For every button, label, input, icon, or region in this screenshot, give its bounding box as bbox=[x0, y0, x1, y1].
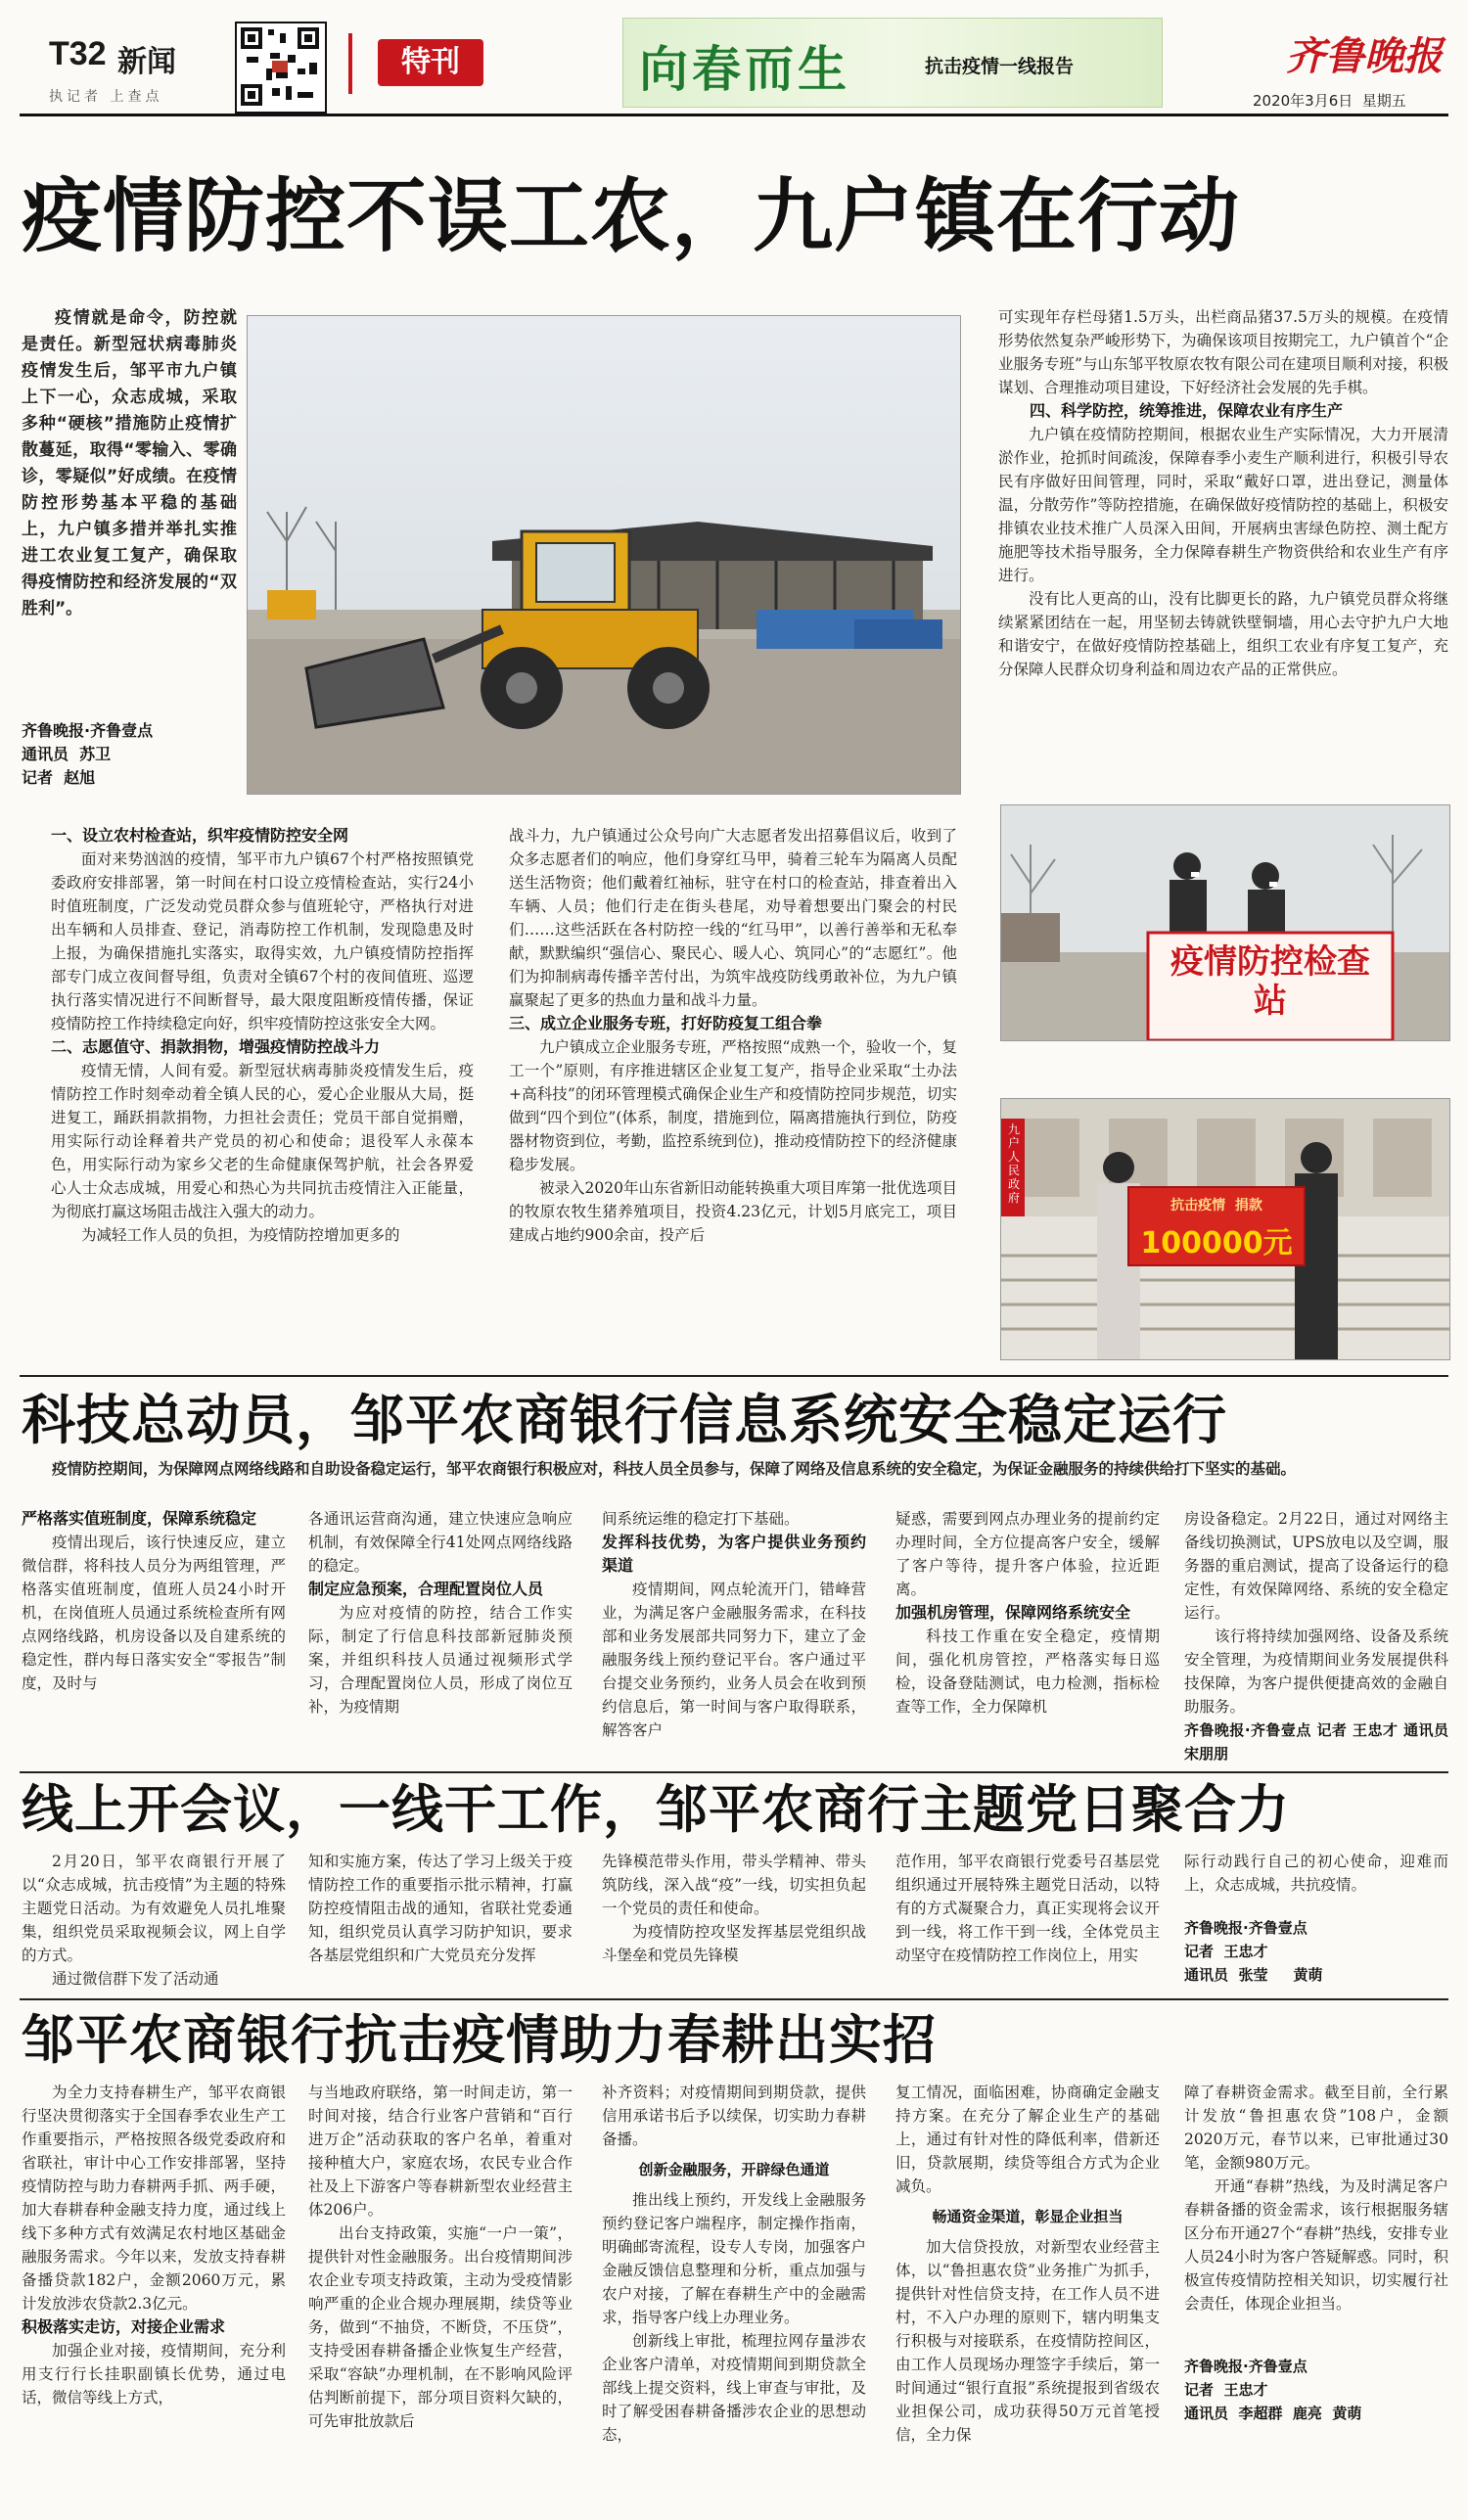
paragraph: 知和实施方案，传达了学习上级关于疫情防控工作的重要指示批示精神，打赢防控疫情阻击战的通知，省联社党委通知，组织党员认真学习防护知识，要求各基层党组织和广大党员充分发挥 bbox=[308, 1853, 573, 1964]
story3-byline bbox=[1184, 1916, 1448, 1987]
paragraph: 被录入2020年山东省新旧动能转换重大项目库第一批优选项目的牧原农牧生猪养殖项目，投资4.23亿元，计划5月底完工，项目建成占地约900余亩，投产后 bbox=[509, 1179, 957, 1244]
banner-subtitle: 抗击疫情一线报告 bbox=[925, 56, 1075, 77]
section-name: 新闻 bbox=[117, 45, 176, 79]
section-heading: 四、科学防控，统筹推进，保障农业有序生产 bbox=[1030, 401, 1344, 420]
byline-line: 齐鲁晚报·齐鲁壹点 bbox=[22, 721, 154, 740]
story4-col3 bbox=[602, 2081, 866, 2447]
story1-col3 bbox=[998, 305, 1448, 681]
paragraph: 没有比人更高的山，没有比脚更长的路，九户镇党员群众将继续紧紧团结在一起，用坚韧去铸就铁壁铜墙，用心去守护九户大地和谐安宁，在做好疫情防控基础上，组织工农业有序复工复产，充分保障人民群众切身利益和周边农产品的正常供应。 bbox=[998, 590, 1448, 678]
special-label: 特刊 bbox=[378, 39, 483, 86]
government-sign: 九户人民政府 bbox=[1007, 1123, 1020, 1205]
byline-line: 通讯员 李超群 鹿亮 黄萌 bbox=[1184, 2405, 1362, 2422]
banner-title: 向春而生 bbox=[639, 40, 850, 98]
paragraph: 疑惑，需要到网点办理业务的提前约定办理时间，全方位提高客户安全，缓解了客户等待，提升客户体验，拉近距离。 bbox=[895, 1510, 1160, 1598]
paragraph: 间系统运维的稳定打下基础。 bbox=[602, 1510, 800, 1528]
section-heading: 发挥科技优势，为客户提供业务预约渠道 bbox=[602, 1533, 866, 1575]
section-rule bbox=[20, 1375, 1448, 1377]
section-heading: 严格落实值班制度，保障系统稳定 bbox=[22, 1509, 257, 1528]
paragraph: 疫情出现后，该行快速反应，建立微信群，将科技人员分为两组管理，严格落实值班制度，值班人员24小时开机，在岗值班人员通过系统检查所有网点网络线路，机房设备以及自建系统的稳定性，群内每日落实安全“零报告”制度，及时与 bbox=[22, 1534, 286, 1692]
section-heading: 加强机房管理，保障网络系统安全 bbox=[895, 1603, 1131, 1622]
story3-col2 bbox=[308, 1850, 573, 1967]
section-heading: 积极落实走访，对接企业需求 bbox=[22, 2317, 226, 2336]
story4-byline bbox=[1184, 2355, 1448, 2425]
story4-col2 bbox=[308, 2081, 573, 2433]
paragraph: 加强企业对接，疫情期间，充分利用支行行长挂职副镇长优势，通过电话，微信等线上方式， bbox=[22, 2342, 286, 2406]
story2-col5 bbox=[1184, 1507, 1448, 1765]
paragraph: 为减轻工作人员的负担，为疫情防控增加更多的 bbox=[81, 1226, 400, 1244]
donation-board-title: 抗击疫情 捐款 bbox=[1170, 1198, 1262, 1214]
paragraph: 创新线上审批，梳理拉网存量涉农企业客户清单，对疫情期间到期贷款全部线上提交资料，线上审查与审批，及时了解受困春耕备播涉农企业的思想动态， bbox=[602, 2332, 866, 2444]
story1-col1 bbox=[51, 824, 474, 1247]
story2-col2 bbox=[308, 1507, 573, 1718]
issue-date: 2020年3月6日 星期五 bbox=[1253, 92, 1406, 110]
paper-logo: 齐鲁晚报 bbox=[1286, 33, 1443, 79]
paragraph: 疫情无情，人间有爱。新型冠状病毒肺炎疫情发生后，疫情防控工作时刻牵动着全镇人民的心，爱心企业服从大局，挺进复工，踊跃捐款捐物，力担社会责任；党员干部自觉捐赠，用实际行动诠释着共产党员的初心和使命；退役军人永葆本色，用实际行动为家乡父老的生命健康保驾护航，社会各界爱心人士众志成城，用爱心和热心为共同抗击疫情注入正能量，为彻底打赢这场阻击战注入强大的动力。 bbox=[51, 1062, 474, 1220]
paragraph: 战斗力，九户镇通过公众号向广大志愿者发出招募倡议后，收到了众多志愿者们的响应，他们身穿红马甲，骑着三轮车为隔离人员配送生活物资；他们戴着红袖标，驻守在村口的检查站，排查着出入车辆、人员；他们行走在街头巷尾，劝导着想要出门聚会的村民们……这些活跃在各村防控一线的“红马甲”，以善行善举和无私奉献，默默编织“强信心、聚民心、暖人心、筑同心”的“志愿红”。他们为抑制病毒传播辛苦付出，为筑牢战疫防线勇敢补位，为九户镇赢聚起了更多的热血力量和战斗力量。 bbox=[509, 827, 957, 1009]
paragraph: 可实现年存栏母猪1.5万头，出栏商品猪37.5万头的规模。在疫情形势依然复杂严峻形势下，为确保该项目按期完工，九户镇首个“企业服务专班”与山东邹平牧原农牧有限公司在建项目顺利对接，积极谋划、合理推动项目建设，下好经济社会发展的先手棋。 bbox=[998, 308, 1448, 396]
story4-headline: 邹平农商银行抗击疫情助力春耕出实招 bbox=[22, 2009, 937, 2071]
paragraph: 开通“春耕”热线，为及时满足客户春耕备播的资金需求，该行根据服务辖区分布开通27个“春耕”热线，安排专业人员24小时为客户答疑解惑。同时，积极宣传疫情防控相关知识，切实履行社会责任，体现企业担当。 bbox=[1184, 2177, 1448, 2313]
paragraph: 科技工作重在安全稳定，疫情期间，强化机房管控，严格落实每日巡检，设备登陆测试，电力检测，指标检查等工作，全力保障机 bbox=[895, 1627, 1160, 1716]
section-heading: 创新金融服务，开辟绿色通道 bbox=[638, 2161, 830, 2178]
byline-line: 齐鲁晚报·齐鲁壹点 bbox=[1184, 2358, 1307, 2375]
story1-col2 bbox=[509, 824, 957, 1247]
story2-headline: 科技总动员，邹平农商银行信息系统安全稳定运行 bbox=[22, 1389, 1228, 1451]
paragraph: 各通讯运营商沟通，建立快速应急响应机制，有效保障全行41处网点网络线路的稳定。 bbox=[308, 1510, 573, 1575]
paragraph: 2月20日，邹平农商银行开展了以“众志成城，抗击疫情”为主题的特殊主题党日活动。为有效避免人员扎堆聚集，组织党员采取视频会议，网上自学的方式。 bbox=[22, 1853, 286, 1964]
masthead-rule bbox=[20, 114, 1448, 116]
story2-col3 bbox=[602, 1507, 866, 1742]
section-heading: 制定应急预案，合理配置岗位人员 bbox=[308, 1580, 544, 1598]
story2-col4 bbox=[895, 1507, 1160, 1718]
byline-line: 记者 王忠才 bbox=[1184, 1943, 1268, 1960]
paragraph: 推出线上预约，开发线上金融服务预约登记客户端程序，制定操作指南，明确邮寄流程，设专人专岗，加强客户金融反馈信息整理和分析，重点加强与农户对接，了解在春耕生产中的金融需求，指导客户线上办理业务。 bbox=[602, 2191, 866, 2326]
story3-col4 bbox=[895, 1850, 1160, 1967]
story3-headline: 线上开会议，一线干工作，邹平农商行主题党日聚合力 bbox=[22, 1780, 1290, 1840]
paragraph: 际行动践行自己的初心使命，迎难而上，众志成城，共抗疫情。 bbox=[1184, 1853, 1448, 1894]
paragraph: 为应对疫情的防控，结合工作实际，制定了行信息科技部新冠肺炎预案，并组织科技人员通过视频形式学习，合理配置岗位人员，形成了岗位互补，为疫情期 bbox=[308, 1604, 573, 1716]
qr-code-icon bbox=[235, 22, 327, 114]
byline-line: 通讯员 苏卫 bbox=[22, 745, 112, 763]
checkpoint-photo bbox=[1000, 804, 1450, 1041]
paragraph: 房设备稳定。2月22日，通过对网络主备线切换测试，UPS放电以及空调，服务器的重启测试，提高了设备运行的稳定性，有效保障网络、系统的安全稳定运行。 bbox=[1184, 1510, 1448, 1622]
paragraph: 复工情况，面临困难，协商确定金融支持方案。在充分了解企业生产的基础上，通过有针对性的降低利率，借新还旧，贷款展期，续贷等组合方式为企业减负。 bbox=[895, 2084, 1160, 2195]
paragraph: 障了春耕资金需求。截至目前，全行累计发放“鲁担惠农贷”108户，金额2020万元，春节以来，已审批通过30笔，金额980万元。 bbox=[1184, 2084, 1448, 2172]
byline-line: 齐鲁晚报·齐鲁壹点 bbox=[1184, 1919, 1307, 1937]
story2-byline: 齐鲁晚报·齐鲁壹点 记者 王忠才 通讯员 宋朋朋 bbox=[1184, 1721, 1448, 1763]
paragraph: 该行将持续加强网络、设备及系统安全管理，为疫情期间业务发展提供科技保障，为客户提供便捷高效的金融自助服务。 bbox=[1184, 1627, 1448, 1716]
checkpoint-sign-text: 疫情防控检查站 bbox=[1170, 942, 1370, 1021]
story3-col5 bbox=[1184, 1850, 1448, 1987]
banner bbox=[622, 18, 1163, 108]
section-heading: 三、成立企业服务专班，打好防疫复工组合拳 bbox=[509, 1014, 823, 1032]
byline-line: 记者 赵旭 bbox=[22, 768, 96, 787]
paragraph: 先锋模范带头作用，带头学精神、带头筑防线，深入战“疫”一线，切实担负起一个党员的责任和使命。 bbox=[602, 1853, 866, 1917]
paragraph: 出台支持政策，实施“一户一策”，提供针对性金融服务。出台疫情期间涉农企业专项支持政策，主动为受疫情影响严重的企业合规办理展期，续贷等业务，做到“不抽贷，不断贷，不压贷”，支持受困春耕备播企业恢复生产经营，采取“容缺”办理机制，在不影响风险评估判断前提下，部分项目资料欠缺的，可先审批放款后 bbox=[308, 2224, 573, 2430]
story4-col4 bbox=[895, 2081, 1160, 2447]
story1-lead: 疫情就是命令，防控就是责任。新型冠状病毒肺炎疫情发生后，邹平市九户镇上下一心，众志成城，采取多种“硬核”措施防止疫情扩散蔓延，取得“零输入、零确诊，零疑似”好成绩。在疫情防控形势基本平稳的基础上，九户镇多措并举扎实推进工农业复工复产，确保取得疫情防控和经济发展的“双胜利”。 bbox=[22, 308, 237, 619]
story4-col1 bbox=[22, 2081, 286, 2409]
paragraph: 九户镇成立企业服务专班，严格按照“成熟一个，验收一个，复工一个”原则，有序推进辖区企业复工复产，指导企业采取“土办法+高科技”的闭环管理模式确保企业生产和疫情防控同步规范，切实做到“四个到位”(体系，制度，措施到位，隔离措施执行到位，防疫器材物资到位，考勤，监控系统到位)，推动疫情防控下的经济健康稳步发展。 bbox=[509, 1038, 957, 1173]
section-rule bbox=[20, 1998, 1448, 2000]
story1-headline: 疫情防控不误工农，九户镇在行动 bbox=[22, 170, 1241, 263]
story3-col3 bbox=[602, 1850, 866, 1967]
story2-lead: 疫情防控期间，为保障网点网络线路和自助设备稳定运行，邹平农商银行积极应对，科技人员全员参与，保障了网络及信息系统的安全稳定，为保证金融服务的持续供给打下坚实的基础。 bbox=[52, 1460, 1297, 1478]
donation-photo bbox=[1000, 1098, 1450, 1360]
byline-line: 通讯员 张莹 黄萌 bbox=[1184, 1966, 1323, 1984]
paragraph: 九户镇在疫情防控期间，根据农业生产实际情况，大力开展清淤作业，抢抓时间疏浚，保障春季小麦生产顺利进行，积极引导农民有序做好田间管理，同时，采取“戴好口罩，进出登记，测量体温，分散劳作”等防控措施，在确保做好疫情防控的基础上，积极安排镇农业技术推广人员深入田间，开展病虫害绿色防控、测土配方施肥等技术指导服务，全力保障春耕生产物资供给和农业生产有序进行。 bbox=[998, 426, 1448, 584]
loader-construction-photo bbox=[247, 315, 961, 795]
paragraph: 为疫情防控攻坚发挥基层党组织战斗堡垒和党员先锋模 bbox=[602, 1923, 866, 1964]
paragraph: 与当地政府联络，第一时间走访，第一时间对接，结合行业客户营销和“百行进万企”活动获取的客户名单，着重对接种植大户，家庭农场，农民专业合作社及上下游客户等春耕新型农业经营主体206户。 bbox=[308, 2084, 573, 2219]
story3-col1 bbox=[22, 1850, 286, 1991]
paragraph: 加大信贷投放，对新型农业经营主体，以“鲁担惠农贷”业务推广为抓手，提供针对性信贷支持，在工作人员不进村，不入户办理的原则下，辖内明集支行积极与对接联系，在疫情防控间区，由工作人员现场办理签字手续后，第一时间通过“银行直报”系统提报到省级农业担保公司，成功获得50万元首笔授信，全力保 bbox=[895, 2238, 1160, 2444]
story4-col5 bbox=[1184, 2081, 1448, 2425]
paragraph: 通过微信群下发了活动通 bbox=[52, 1970, 219, 1988]
section-rule bbox=[20, 1771, 1448, 1773]
byline-line: 记者 王忠才 bbox=[1184, 2381, 1268, 2399]
special-badge bbox=[348, 33, 509, 94]
page-number: T32 bbox=[49, 35, 107, 72]
masthead bbox=[0, 0, 1468, 117]
paragraph: 范作用，邹平农商银行党委号召基层党组织通过开展特殊主题党日活动，以特有的方式凝聚合力，真正实现将会议开到一线，将工作干到一线，全体党员主动坚守在疫情防控工作岗位上，用实 bbox=[895, 1853, 1160, 1964]
paragraph: 疫情期间，网点轮流开门，错峰营业，为满足客户金融服务需求，在科技部和业务发展部共同努力下，建立了金融服务线上预约登记平台。客户通过平台提交业务预约，业务人员会在收到预约信息后，第一时间与客户取得联系，解答客户 bbox=[602, 1581, 866, 1739]
story2-col1 bbox=[22, 1507, 286, 1695]
section-heading: 二、志愿值守、捐款捐物，增强疫情防控战斗力 bbox=[51, 1037, 381, 1056]
editor-line: 执记者 上查点 bbox=[49, 89, 163, 105]
paragraph: 为全力支持春耕生产，邹平农商银行坚决贯彻落实于全国春季农业生产工作重要指示，严格按照各级党委政府和省联社，审计中心工作安排部署，坚持疫情防控与助力春耕两手抓、两手硬，加大春耕春种金融支持力度，通过线上线下多种方式有效满足农村地区基础金融服务需求。今年以来，发放支持春耕备播贷款182户，金额2060万元，累计发放涉农贷款2.3亿元。 bbox=[22, 2084, 286, 2313]
section-heading: 一、设立农村检查站，织牢疫情防控安全网 bbox=[51, 826, 349, 845]
story1-byline bbox=[22, 719, 237, 790]
paragraph: 面对来势汹汹的疫情，邹平市九户镇67个村严格按照镇党委政府安排部署，第一时间在村口设立疫情检查站，实行24小时值班制度，广泛发动党员群众参与值班轮守，严格执行对进出车辆和人员排查、登记，消毒防控工作机制，发现隐患及时上报，为确保措施扎实落实，取得实效，九户镇疫情防控指挥部专门成立夜间督导组，负责对全镇67个村的夜间值班、巡逻执行落实情况进行不间断督导，最大限度阻断疫情传播，保证疫情防控工作持续稳定向好，织牢疫情防控这张安全大网。 bbox=[51, 850, 474, 1032]
donation-board-amount: 100000元 bbox=[1140, 1226, 1293, 1260]
paragraph: 补齐资料；对疫情期间到期贷款，提供信用承诺书后予以续保，切实助力春耕备播。 bbox=[602, 2084, 866, 2148]
section-heading: 畅通资金渠道，彰显企业担当 bbox=[932, 2208, 1124, 2225]
